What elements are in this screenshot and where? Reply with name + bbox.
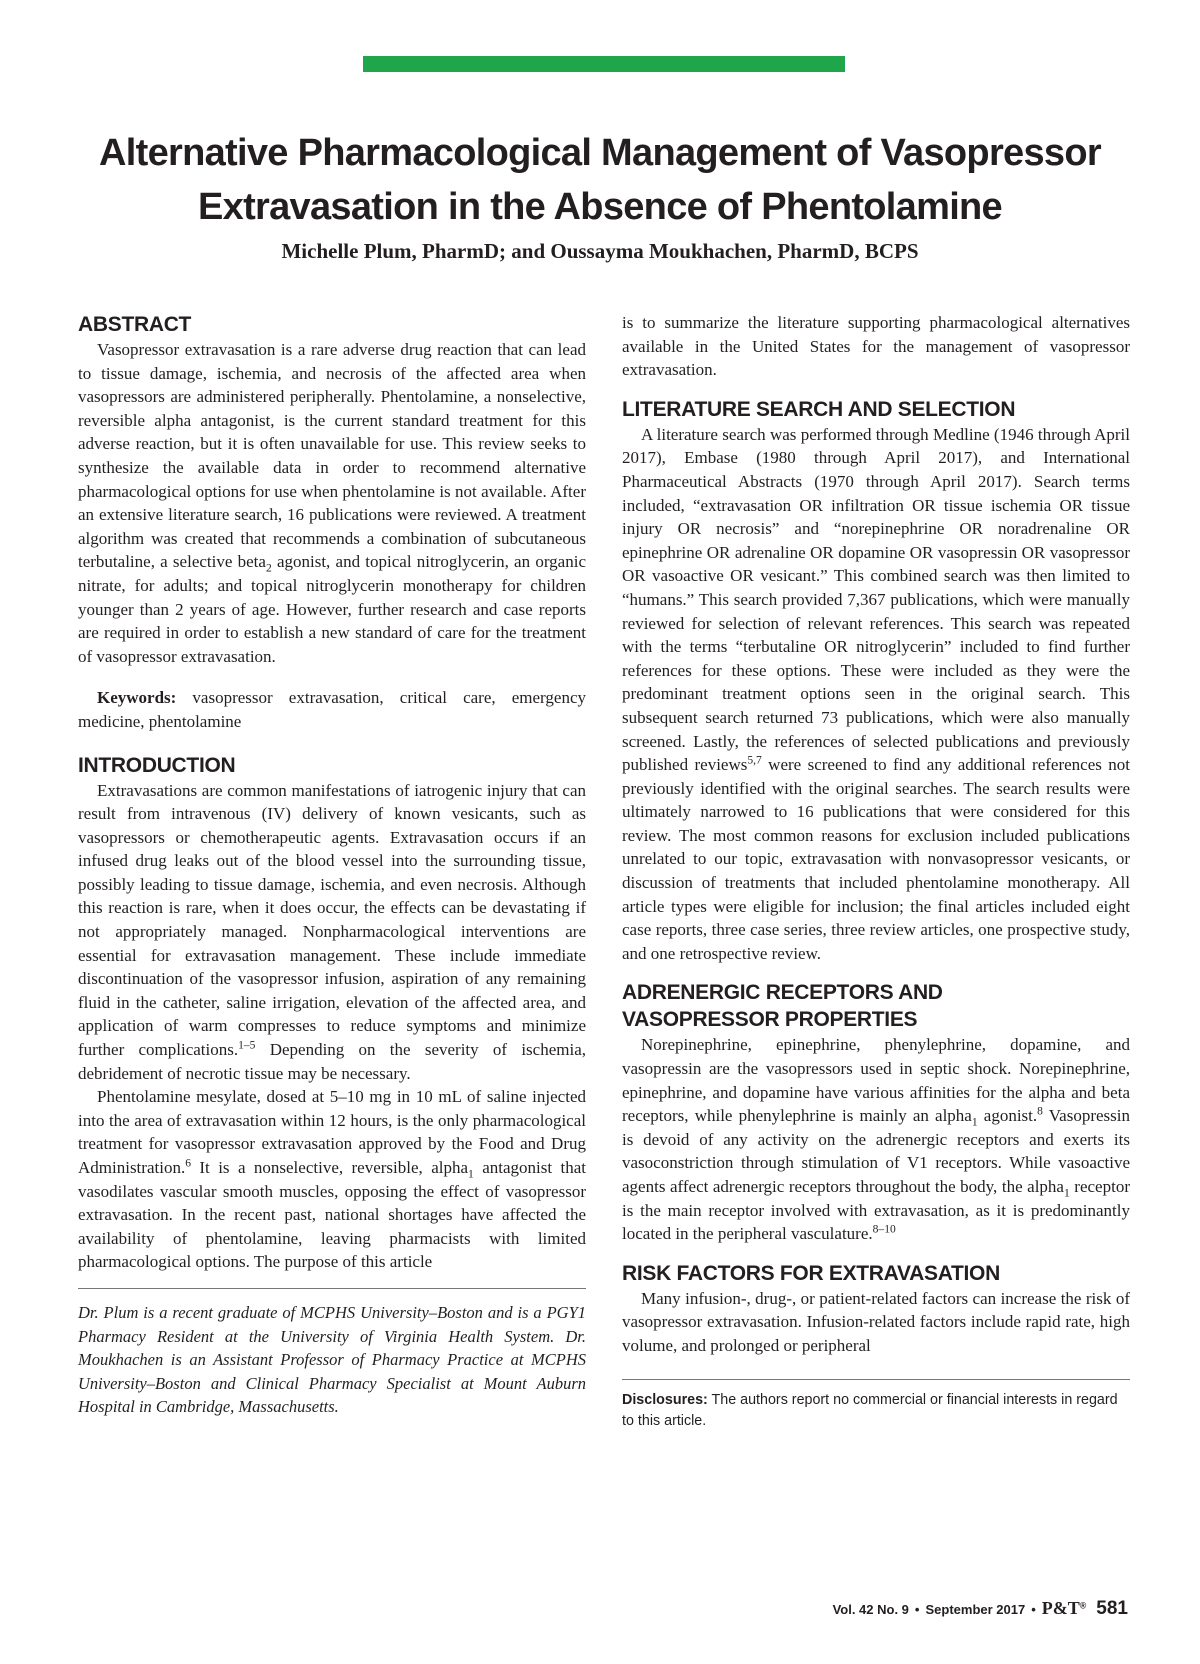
issue-date: September 2017 xyxy=(925,1602,1026,1617)
title-line-2: Extravasation in the Absence of Phentolamine xyxy=(198,186,1002,228)
page-number: 581 xyxy=(1096,1598,1128,1619)
literature-search-paragraph: A literature search was performed through Medline (1946 through April 2017), Embase (1980 through April 2017), and International Pharmaceutical Abstracts (1970 through April 2017). Search terms included, “extravasation OR infiltration OR tissue ischemia OR tissue injury OR necrosis” and “norepinephrine OR noradrenaline OR epinephrine OR adrenaline OR dopamine OR vasopressin OR vasopressor OR vasoactive OR vesicant.” This combined search was then limited to “humans.” This search provided 7,367 publications, which were manually reviewed for selection of relevant references. This search was repeated with the terms “terbutaline OR nitroglycerin” included to find further references for these options. These were included as they were the predominant treatment options seen in the original search. This subsequent search returned 73 publications, which were also manually screened. Lastly, the references of selected publications and previously published reviews$^{5,7}$ were screened to find any additional references not previously identified with the original searches. The search results were ultimately narrowed to 16 publications that were considered for this review. The most common reasons for exclusion included publications unrelated to our topic, extravasation with nonvasopressor vesicants, or discussion of treatments that included phentolamine monotherapy. All article types were eligible for inclusion; the final articles included eight case reports, three case series, three review articles, one prospective study, and one retrospective review. xyxy=(622,424,1130,963)
title-line-1: Alternative Pharmacological Management of Vasopressor xyxy=(99,132,1101,174)
adrenergic-paragraph: Norepinephrine, epinephrine, phenylephrine, dopamine, and vasopressin are the vasopressors used in septic shock. Norepinephrine, epinephrine, and dopamine have various affinities for the alpha and beta receptors, while phenylephrine is mainly an alpha$_1$ agonist.$^8$ Vasopressin is devoid of any activity on the adrenergic receptors and exerts its vasoconstriction through stimulation of V1 receptors. While vasoactive agents affect adrenergic receptors throughout the body, the alpha$_1$ receptor is the main receptor involved with extravasation, as it is predominantly located in the peripheral vasculature.$^{8-10}$ xyxy=(622,1035,1130,1244)
introduction-heading: INTRODUCTION xyxy=(78,753,236,777)
registered-mark: ® xyxy=(1079,1600,1087,1611)
right-column xyxy=(622,311,1130,1432)
keywords xyxy=(78,686,586,733)
abstract-text: Vasopressor extravasation is a rare adverse drug reaction that can lead to tissue damage, ischemia, and necrosis of the affected area when vasopressors are administered peripherally. Phentolamine, a nonselective, reversible alpha antagonist, is the current standard treatment for this adverse reaction, but it is often unavailable for use. This review seeks to synthesize the available data in order to recommend alternative pharmacological options for use when phentolamine is not available. After an extensive literature search, 16 publications were reviewed. A treatment algorithm was created that recommends a combination of subcutaneous terbutaline, a selective beta$_2$ agonist, and topical nitroglycerin, an organic nitrate, for adults; and topical nitroglycerin monotherapy for children younger than 2 years of age. However, further research and case reports are required in order to establish a new standard of care for the treatment of vasopressor extravasation. xyxy=(78,340,586,666)
risk-factors-heading: RISK FACTORS FOR EXTRAVASATION xyxy=(622,1261,1000,1285)
abstract-heading: ABSTRACT xyxy=(78,313,192,336)
introduction-paragraph-2: Phentolamine mesylate, dosed at 5–10 mg in 10 mL of saline injected into the area of extravasation within 12 hours, is the only pharmacological treatment for vasopressor extravasation approved by the Food and Drug Administration.$^6$ It is a nonselective, reversible, alpha$_1$ antagonist that vasodilates vascular smooth muscles, opposing the effect of vasopressor extravasation. In the recent past, national shortages have affected the availability of phentolamine, leaving pharmacists with limited pharmacological options. The purpose of this article xyxy=(78,1087,586,1272)
left-column xyxy=(78,311,586,1419)
disclosures xyxy=(622,1379,1130,1432)
keywords-label: Keywords: xyxy=(97,688,177,708)
affiliation-text: Dr. Plum is a recent graduate of MCPHS University–Boston and is a PGY1 Pharmacy Resident at the University of Virginia Health System. Dr. Moukhachen is an Assistant Professor of Pharmacy Practice at MCPHS University–Boston and Clinical Pharmacy Specialist at Mount Auburn Hospital in Cambridge, Massachusetts. xyxy=(78,1302,586,1417)
author-byline: Michelle Plum, PharmD; and Oussayma Moukhachen, PharmD, BCPS xyxy=(281,239,919,263)
risk-factors-paragraph: Many infusion-, drug-, or patient-related factors can increase the risk of vasopressor extravasation. Infusion-related factors include rapid rate, high volume, and prolonged or peripheral xyxy=(622,1288,1130,1355)
literature-search-heading: LITERATURE SEARCH AND SELECTION xyxy=(622,397,1016,421)
author-affiliation-note xyxy=(78,1288,586,1419)
introduction-paragraph-1: Extravasations are common manifestations of iatrogenic injury that can result from intravenous (IV) delivery of known vesicants, such as vasopressors or chemotherapeutic agents. Extravasation occurs if an infused drug leaks out of the blood vessel into the surrounding tissue, possibly leading to tissue damage, ischemia, and even necrosis. Although this reaction is rare, when it does occur, the effects can be devastating if not appropriately managed. Nonpharmacological interventions are essential for extravasation management. These include immediate discontinuation of the vasopressor infusion, aspiration of any remaining fluid in the catheter, saline irrigation, elevation of the affected area, and application of warm compresses to reduce symptoms and minimize further complications.$^{1-5}$ Depending on the severity of ischemia, debridement of necrotic tissue may be necessary. xyxy=(78,780,586,1083)
disclosures-text: The authors report no commercial or financial interests in regard to this article. xyxy=(622,1391,1118,1429)
top-accent-bar xyxy=(363,56,845,72)
disclosures-label: Disclosures: xyxy=(622,1391,708,1408)
page-footer: Vol. 42 No. 9 • September 2017 • P&T® 581 xyxy=(832,1598,1128,1619)
article-title xyxy=(60,126,1140,234)
adrenergic-heading: ADRENERGIC RECEPTORS AND VASOPRESSOR PROPERTIES xyxy=(622,981,943,1032)
magazine-name: P&T xyxy=(1041,1598,1080,1618)
issue-info: Vol. 42 No. 9 xyxy=(832,1602,909,1617)
keywords-text: vasopressor extravasation, critical care, emergency medicine, phentolamine xyxy=(78,688,586,731)
purpose-continuation: is to summarize the literature supporting pharmacological alternatives available in the United States for the management of vasopressor extravasation. xyxy=(622,313,1130,380)
